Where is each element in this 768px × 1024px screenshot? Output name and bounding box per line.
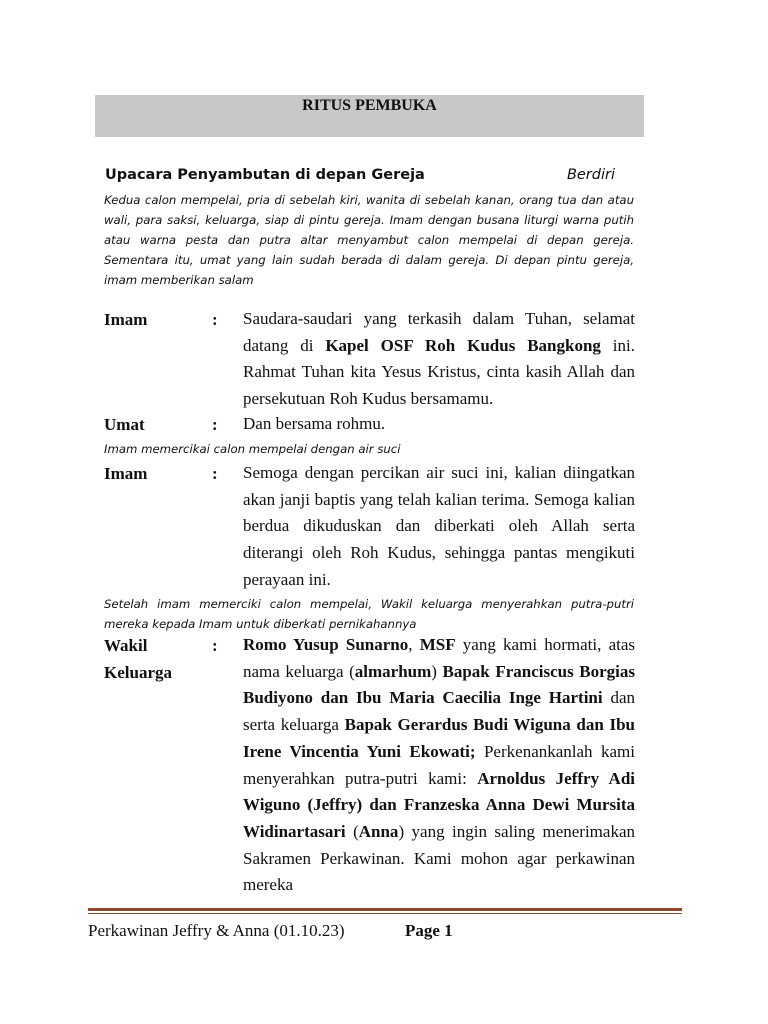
speech-segment: , [408, 635, 420, 654]
speech-segment: Perkenankanlah kami menyerahkan putra-putri kami: [243, 741, 635, 788]
speaker-colon: : [212, 415, 218, 434]
speech-emphasis: Bapak Gerardus Budi Wiguna dan Ibu Irene Vincentia Yuni Ekowati; [243, 715, 635, 761]
speech-text [243, 460, 635, 594]
speaker-label: Wakil Keluarga [104, 636, 172, 682]
rubric-handover: Setelah imam memerciki calon mempelai, Wakil keluarga menyerahkan putra-putri mereka kepada Imam untuk diberkati pernikahannya [104, 597, 634, 631]
speech-segment: ) yang ingin saling menerimakan Sakramen Perkawinan. Kami mohon agar perkawinan mereka [243, 821, 635, 895]
speech-emphasis: Anna [358, 821, 399, 841]
section-banner [95, 95, 644, 137]
speech-segment: ( [345, 821, 359, 841]
speech-segment: Dan bersama rohmu. [243, 414, 386, 433]
speaker-label: Umat [104, 415, 145, 434]
speech-segment: ini. Rahmat Tuhan kita Yesus Kristus, cinta kasih Allah dan persekutuan Roh Kudus bersamamu. [243, 335, 635, 409]
footer-rule-thin [88, 913, 682, 914]
speech-emphasis: Kapel OSF Roh Kudus Bangkong [325, 335, 601, 355]
speech-emphasis: MSF [419, 635, 456, 654]
speaker-colon: : [212, 310, 218, 329]
speech-segment: yang kami hormati, atas nama keluarga ( [243, 635, 635, 681]
speech-text [243, 411, 635, 438]
speech-emphasis: Romo Yusup Sunarno [243, 635, 409, 654]
speech-text [243, 306, 635, 413]
section-title: Upacara Penyambutan di depan Gereja [105, 167, 425, 183]
speaker-colon: : [212, 464, 218, 483]
rubric-intro: Kedua calon mempelai, pria di sebelah kiri, wanita di sebelah kanan, orang tua dan atau wali, para saksi, keluarga, siap di pintu gereja. Imam dengan busana liturgi warna putih atau warna pesta dan putra altar menyambut calon mempelai di depan gereja. Sementara itu, umat yang lain sudah berada di dalam gereja. Di depan pintu gereja, imam memberikan salam [104, 193, 634, 287]
speech-segment: ) [431, 661, 443, 681]
rubric-sprinkling: Imam memercikai calon mempelai dengan air suci [104, 442, 401, 456]
page-number: Page 1 [405, 921, 453, 940]
speech-text [243, 632, 635, 899]
speech-segment: dan serta keluarga [243, 688, 635, 735]
speaker-label: Imam [104, 464, 148, 483]
speech-segment: Saudara-saudari yang terkasih dalam Tuhan, selamat datang di [243, 309, 635, 355]
speech-emphasis: almarhum [354, 661, 432, 681]
speaker-colon: : [212, 636, 218, 655]
footer-title: Perkawinan Jeffry & Anna (01.10.23) [88, 921, 345, 940]
speaker-label: Imam [104, 310, 148, 329]
banner-title: RITUS PEMBUKA [302, 97, 437, 114]
footer-rule-thick [88, 908, 682, 911]
section-heading [105, 167, 615, 183]
speech-emphasis: Bapak Franciscus Borgias Budiyono dan Ibu Maria Caecilia Inge Hartini [243, 661, 635, 708]
posture-label: Berdiri [566, 167, 615, 183]
speech-emphasis: Arnoldus Jeffry Adi Wiguno (Jeffry) dan Franzeska Anna Dewi Mursita Widinartasari [243, 768, 635, 841]
speech-segment: Semoga dengan percikan air suci ini, kalian diingatkan akan janji baptis yang telah kalian terima. Semoga kalian berdua dikuduskan dan diberkati oleh Allah serta diterangi oleh Roh Kudus, sehingga pantas mengikuti perayaan ini. [243, 463, 635, 589]
